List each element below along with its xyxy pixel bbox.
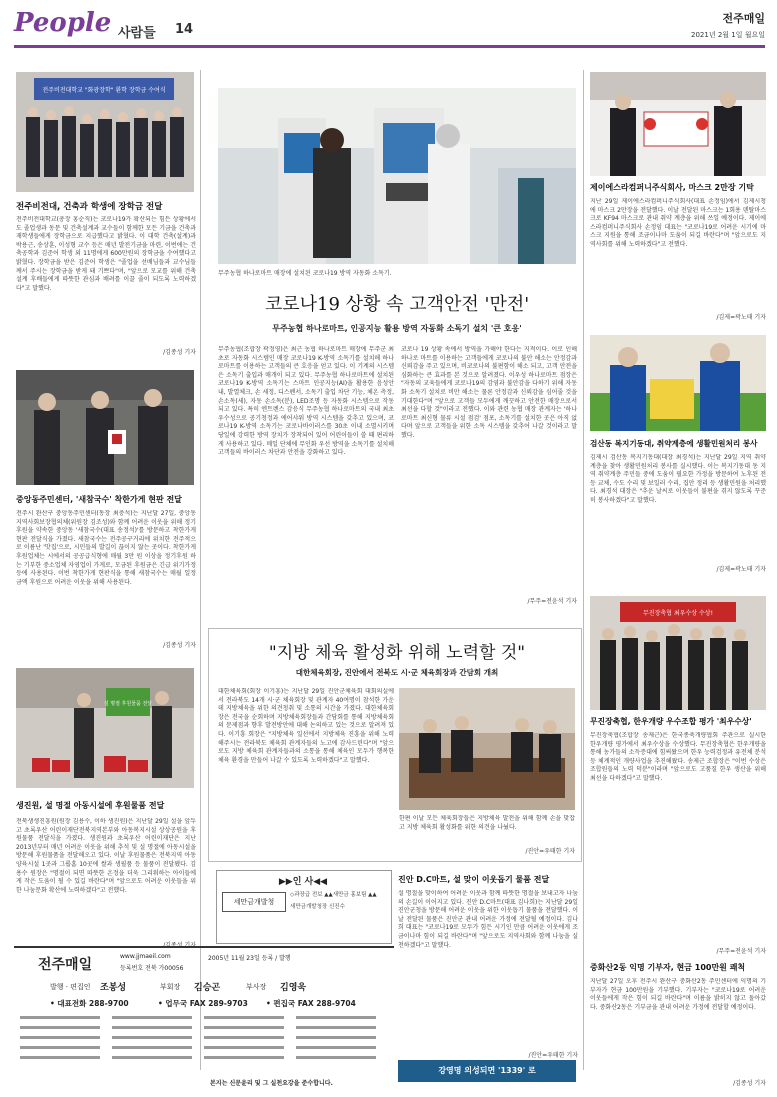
imprint-url: www.jjmaeil.com (120, 953, 171, 960)
s9-title: 무진장축협, 한우개량 우수조합 평가 '최우수상' (590, 717, 752, 726)
s2-title: 중앙동주민센터, '새참국수' 착한가게 현판 전달 (16, 495, 182, 504)
personnel-title: ▶▶인 사◀◀ (278, 877, 328, 887)
imprint-editor-label: 부사장 (246, 983, 267, 991)
s10-byline: /김종성 기자 (733, 1080, 766, 1087)
section-title-ko: 사람들 (118, 26, 156, 41)
s9-byline: /무주=전윤석 기자 (716, 948, 766, 955)
s8-byline: /김제=곽노태 기자 (716, 566, 766, 573)
imprint-editor: 김영욱 (280, 983, 307, 993)
s10-title: 중화산2동 익명 기부자, 현금 100만원 쾌척 (590, 963, 746, 972)
s6-body: 설 명절을 맞이하여 어려운 이웃과 함께 따뜻한 명절을 보내고자 나눔의 손길이 이어지고 있다. 진안 D.C마트(대표 김나희)는 지난달 29일 진안군청을 방문해 어려운 이웃을 위한 이웃돕기 물품을 전달했다. 이날 전달된 물품은 진안군 관내 어려운 가정에 전달될 예정이다. 김나희 대표는 "코로나19로 모두가 힘든 시기인 만큼 어려운 이웃에게 조금이나마 힘이 되길 바란다"며 "앞으로도 지역사회와 함께 나눔을 실천하겠다"고 말했다. (398, 890, 578, 949)
column-divider (200, 70, 201, 1070)
personnel-line1: ◇과장급 전보 ▲▲새만금 홍보팀 ▲▲ (290, 892, 377, 898)
imprint-tel-ad: • 업무국 FAX 289-9703 (158, 999, 248, 1008)
s1-body: 전주비전대학교(총장 홍순직)는 코로나19가 확산되는 힘든 상황에서도 졸업생과 동문 및 건축설계과 교수들이 함께한 모든 기금을 건축과 재학생들에게 장학금으로 지급했다고 밝혔다. 이 대학 건축(설계)과 박용근, 송상훈, 이성형 교수 등은 매년 발전기금을 마련, 이번에는 건축공학과 김준어 학생 외 11명에게 600만원의 장학금을 수여했다고 밝혔다. 장학금을 받은 김준어 학생은 "졸업을 선배님들과 교수님들께서 주시는 장학금을 받게 돼 기쁘다"며, "앞으로 모교를 위해 건축설계 후배들에게 따뜻한 관심과 배려를 이끌 줄이 되도록 노력하겠다"고 말했다. (16, 216, 196, 292)
s8-photo (590, 335, 766, 431)
issue-date: 2021년 2월 1일 월요일 (691, 31, 765, 39)
imprint-publisher: 조봉성 (100, 983, 127, 993)
s1-banner: 전주비전대학교 "화광장학" 환학 장학금 수여식 (42, 87, 166, 94)
s4-subhead: 무주농협 하나로마트, 인공지능 활용 방역 자동화 소독기 설치 '큰 호응' (272, 324, 522, 333)
imprint-directory (20, 1014, 388, 1074)
s1-byline: /김종성 기자 (163, 349, 196, 356)
personnel-badge: 세만금개발청 (222, 892, 286, 912)
s8-body: 김제시 검산동 복지기동대(대장 최경석)는 지난달 29일 지역 취약계층을 찾아 생활민원처리 봉사를 실시했다. 이는 복지기동대 동 지역 취약계층 주민들 중에 도움이 필요한 가정을 방문하여 노후된 전등 교체, 수도 수리 및 보일러 수리, 집안 정리 등 생활민원을 처리했다. 최경석 대장은 "추운 날씨로 이웃들이 불편을 겪지 않도록 꾸준히 봉사하겠다"고 말했다. (590, 454, 766, 504)
s5-photo (399, 688, 575, 810)
s4-caption: 무주농협 하나로마트 매장에 설치된 코로나19 방역 자동화 소독기. (218, 270, 392, 277)
s7-byline: /김제=곽노태 기자 (716, 314, 766, 321)
s3-photo (16, 668, 194, 788)
s9-body: 무진장축협(조합장 송제근)은 한국종축개량협회 주관으로 실시한 한우개량 평가에서 최우수상을 수상했다. 무진장축협은 한우개량을 통해 농가들의 소득증대에 힘써왔으며 한우 능력검정과 유전체 분석 등 체계적인 개량사업을 추진해왔다. 송제근 조합장은 "이번 수상은 조합원들의 노력 덕분"이라며 "앞으로도 고품질 한우 생산을 위해 최선을 다하겠다"고 말했다. (590, 732, 766, 782)
s5-byline: /진안=우태한 기자 (525, 848, 575, 855)
s2-photo (16, 370, 194, 485)
s7-photo (590, 72, 766, 176)
s9-banner: 무진장축협 최우수상 수상! (643, 610, 713, 617)
s7-title: 제이에스라컴퍼니주식회사, 마스크 2만장 기탁 (590, 183, 754, 192)
s5-headline: "지방 체육 활성화 위해 노력할 것" (268, 643, 526, 663)
s3-byline: /김종성 기자 (163, 942, 196, 949)
s3-banner: 설 명절 후원물품 전달 (103, 701, 153, 707)
imprint-tel-main: • 대표전화 288-9700 (50, 999, 129, 1008)
s8-title: 검산동 복지기동대, 취약계층에 생활민원처리 봉사 (590, 439, 758, 448)
imprint-paper: 전주매일 (38, 957, 93, 973)
s2-byline: /김종성 기자 (163, 642, 196, 649)
s5-subhead: 대한체육회장, 진안에서 전북도 시·군 체육회장과 간담회 개최 (295, 668, 499, 677)
s4-col2: 코로나 19 상황 속에서 방역을 가해야 한다는 지적이다. 이로 인해 하나로 마트를 이용하는 고객들에게 코로나의 불안 해소는 안정감과 신뢰감을 주고 있으며, 비코로나의 불편함이 해소 되고, 고객 안전을 심화하는 큰 효과를 본 것으로 알려졌다. 이우성 하나로마트 점장은 "자동의 교육들에게 코로나19의 감염과 불안감을 다하기 위해 자동화 소독기 설치로 비만 해소는 물론 안정감과 신뢰감을 심어줄 것을 기대한다"며 "앞으로 고객들 모두에게 깨끗하고 안전한 매장으로서 최선을 다할 것"이라고 전했다. 이와 관련 농협 매장 관계자는 '하나로마트 최신형 물류 시설 점검' 점포, 소독기를 설치한 곳은 아직 없다며 앞으로 고객들을 위한 소독 시스템을 갖추어 나갈 것이라고 말했다. (401, 346, 577, 439)
section-title: People (14, 8, 112, 38)
s4-photo (218, 88, 576, 264)
imprint-publisher-label: 발행 · 편집인 (50, 983, 91, 991)
s4-col1: 무주농협(조합장 곽정영)은 최근 농협 하나로마트 매장에 무주군 최초로 자동화 시스템인 매장 코로나19 K-방역 소독기를 설치해 하나로마트를 이용하는 고객들의 큰 호응을 얻고 있다. 이 기계의 시스템은 소독기 출입과 매개이 되고 있다. 무주농협 하나로마트에 설치된 코로나19 K-방역 소독기는 스마트 인공지능(AI)을 활용한 음성안내, 발열체크, 손 세정, 디스펜서, 소독기 출입 차단 기능, 체온 측정, 손소독(세), 자동 손소독(분), LED조명 등 자동화 시스템으로 작동되고 있다. 특히 엔트렌스 감응식 무주농협 하나로마트의 국내 최초 우수성으로 공기청정과 에어샤워 방역 시스템을 갖추고 있으며, 코로나19 K-방역 소독기는 코로나바이러스를 30초 이내 소멸시키며 당일에 강력한 방역 장치가 장착되어 있어 어린이들이 쓸 때 편리하게 사용하고 있다. 매일 단체에 무인화 우선 방역을 소독기를 설치해 고객들의 바이러스 차단과 안전을 강화하고 있다. (218, 346, 394, 457)
masthead-rule (14, 45, 765, 48)
imprint-vice-label: 부회장 (160, 983, 181, 991)
s3-body: 전북생생진흥원(원장 김용수, 이하 생진원)은 지난달 29일 설을 앞두고 초록우산 어린이재단전북지역본부와 아동복지시설 상상공원을 후원물품 전달식을 가졌다. 생진원과 초록우산 어린이재단은 지난 2013년부터 매년 어려운 이웃을 위해 추석 및 설 명절에 아동시설을 방문해 후원물품을 전달해오고 있다. 이날 후원물품은 전북지역 아동양육시설 1곳과 그룹홈 10곳에 쌀과 생필품 등 물품이 전달됐다. 김용수 원장은 "명절이 되면 따뜻한 온정을 더욱 그리워하는 아이들에게 작은 도움이 될 수 있길 바란다"며 "앞으로도 어려운 이웃들을 위한 나눔문화 확산에 노력하겠다"고 전했다. (16, 818, 196, 894)
s4-byline: /무주=전윤석 기자 (527, 598, 577, 605)
s5-col2: 한편 이날 모든 체육회장들은 지방체육 발전을 위해 함께 손을 맞잡고 지방 체육회 활성화를 위한 의견을 나눴다. (399, 815, 575, 831)
s1-photo (16, 72, 194, 192)
s6-byline: /진안=우태한 기자 (528, 1052, 578, 1059)
bottom-ad: 강영명 의성되면 '1339' 로 (398, 1060, 576, 1082)
imprint-vice: 김승곤 (194, 983, 221, 993)
s10-body: 지난달 27일 오후 전주시 완산구 중화산2동 주민센터에 익명의 기부자가 현금 100만원을 기부했다. 기부자는 "코로나19로 어려운 이웃들에게 작은 힘이 되길 바란다"며 이름을 밝히지 않고 돌아갔다. 중화산2동은 기부금을 관내 어려운 가정에 전달할 예정이다. (590, 978, 766, 1011)
imprint-tel-edit: • 편집국 FAX 288-9704 (266, 999, 356, 1008)
imprint-reg-date: 2005년 11월 23일 등록 / 발행 (208, 955, 291, 962)
page-number: 14 (175, 22, 194, 37)
s2-body: 전주시 완산구 중앙동주민센터(동장 최충석)는 지난달 27일, 중앙동지역사회보장협의체(위원장 김조성)와 함께 어려운 이웃을 위해 정기 후원을 약속한 중앙동 '새참국수(대표 송정석)'를 방문하고 착한가게 현판 전달식을 가졌다. 새참국수는 전주공구거리에 위치한 전주적으로 이름난 '맛집'으로, 시민들의 발길이 끊이지 않는 곳이다. 착한가게 후원업체는 시에서의 공공급식형에 매월 3만 원 이상을 정기후원 하는 기부한 중소업체 자영업이 가게로, 모금된 후원금은 긴급 위기가정 등에 사용된다. 이번 착한가게 현판식을 통해 새참국수는 매월 일정 금액 후원으로 어려운 이웃을 위해 사용된다. (16, 510, 196, 586)
s9-photo (590, 596, 766, 710)
s7-body: 지난 29일 제이에스라컴퍼니주식회사(대표 손정임)에서 김제시청에 마스크 2만장을 전달했다. 이날 전달된 마스크는 1회용 덴탈마스크로 KF94 마스크로 관내 취약 계층을 위해 쓰일 예정이다. 제이에스라컴퍼니주식회사 손정임 대표는 "코로나19로 어려운 시기에 마스크 지원을 통해 조금이나마 도움이 되길 바란다"며 "앞으로도 지역사회를 위해 노력하겠다"고 전했다. (590, 198, 766, 248)
personnel-line2: 새만금개발청장 신진수 (290, 904, 345, 910)
imprint-notice: 본지는 신문윤리 및 그 실천요강을 준수합니다. (210, 1080, 333, 1087)
paper-name: 전주매일 (722, 12, 765, 25)
s3-title: 생진원, 설 명절 아동시설에 후원물품 전달 (16, 801, 165, 810)
s5-col1: 대한체육회(회장 이기흥)는 지난달 29일 진안군체육회 대회의실에서 전라북도 14개 시·군 체육회장 및 관계자 40여명이 참석한 가운데 지방체육을 위한 의견청취 및 소통의 시간을 가졌다. 대한체육회장은 전국을 순회하며 지방체육회장들과 간담회를 통해 지방체육회의 문제점과 향후 발전방안에 대해 논의하고 있는 것으로 알려져 있다. 이기흥 회장은 "지방체육 일선에서 지방체육 진흥을 위해 노력해주시는 전라북도 체육회 관계자들의 노고에 감사드린다"며 "앞으로도 지방 체육회 관계자들과의 소통을 통해 체육인 모두가 행복한 체육 환경을 만들어 나갈 수 있도록 노력하겠다"고 말했다. (218, 688, 394, 764)
imprint-reg: 등록번호 전북 가00056 (120, 965, 184, 972)
s4-headline: 코로나19 상황 속 고객안전 '만전' (264, 294, 530, 315)
s1-title: 전주비전대, 건축과 학생에 장학금 전달 (16, 202, 163, 212)
s6-title: 진안 D.C마트, 설 맞이 이웃돕기 물품 전달 (398, 875, 550, 884)
column-divider (583, 70, 584, 1070)
